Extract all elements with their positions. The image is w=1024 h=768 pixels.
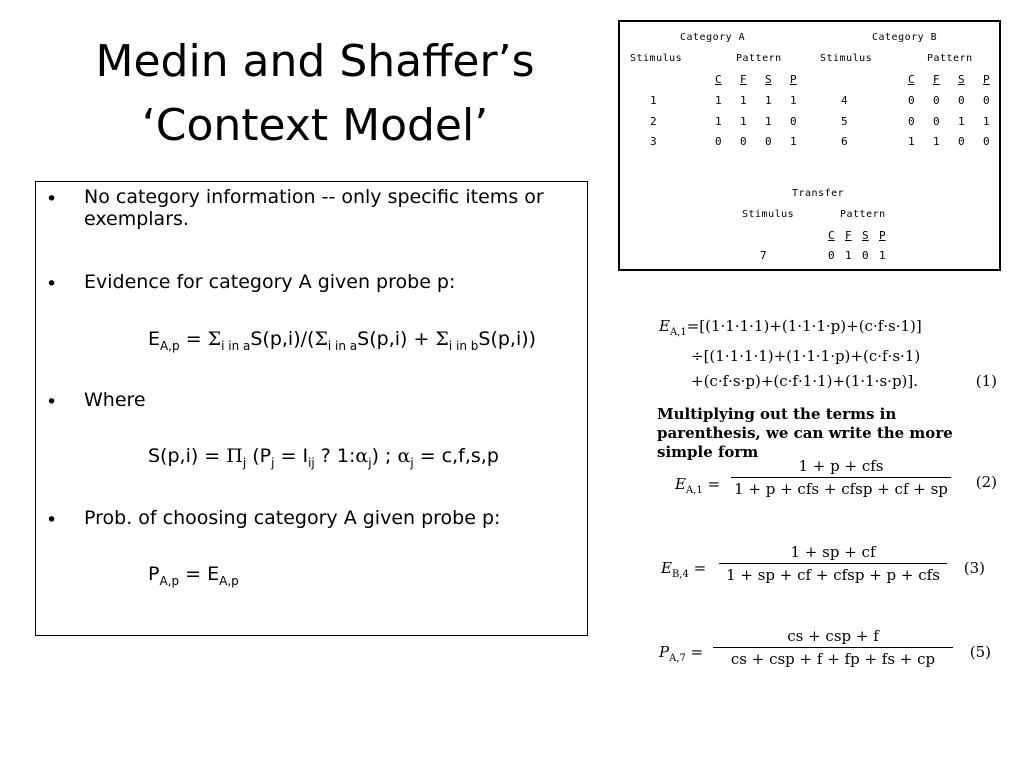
formula-sub: j — [410, 455, 414, 470]
alpha-symbol: α — [355, 445, 369, 467]
stimulus-header-transfer: Stimulus — [742, 209, 795, 220]
stimulus-cell: 6 — [841, 135, 848, 148]
pattern-cell: 1 — [740, 115, 747, 128]
formula-probability — [148, 563, 239, 592]
formula-text: P — [148, 563, 160, 585]
pattern-cell: 1 — [715, 115, 722, 128]
pattern-cell: 0 — [983, 135, 990, 148]
col-p-t: P — [879, 229, 886, 242]
pattern-cell: 1 — [715, 94, 722, 107]
sigma-symbol: Σ — [207, 328, 222, 350]
formula-text: S(p,i) + — [357, 328, 436, 350]
eq-sub: A,1 — [685, 485, 703, 496]
formula-similarity — [148, 445, 499, 474]
alpha-symbol: α — [397, 445, 411, 467]
equation-1-line-3: +(c·f·s·p)+(c·f·1·1)+(1·1·s·p)]. — [691, 372, 919, 390]
formula-text: S(p,i) = — [148, 445, 227, 467]
bullet-marker: • — [46, 509, 58, 531]
equation-3-numerator: 1 + sp + cf — [719, 543, 947, 564]
pattern-cell: 1 — [790, 135, 797, 148]
category-a-heading: Category A — [680, 32, 746, 43]
formula-text: E — [148, 328, 161, 350]
formula-sub: j — [242, 455, 247, 470]
formula-evidence — [148, 328, 536, 357]
stimulus-cell: 3 — [650, 135, 657, 148]
formula-sub: i in b — [448, 338, 479, 353]
pattern-cell: 1 — [879, 249, 886, 262]
eq-sub: A,1 — [669, 327, 687, 338]
formula-sub: i in a — [327, 338, 358, 353]
bullet-probability: Prob. of choosing category A given probe p: — [84, 507, 501, 529]
pattern-cell: 0 — [908, 115, 915, 128]
pattern-cell: 0 — [958, 94, 965, 107]
explanatory-note: Multiplying out the terms in parenthesis, we can write the more simple form — [657, 405, 953, 461]
pattern-cell: 0 — [740, 135, 747, 148]
equation-2-fraction — [731, 457, 951, 498]
pattern-cell: 1 — [765, 115, 772, 128]
col-c-t: C — [828, 229, 835, 242]
col-f-a: F — [740, 73, 747, 86]
col-c-b: C — [908, 73, 915, 86]
bullet-evidence: Evidence for category A given probe p: — [84, 271, 456, 293]
col-f-b: F — [933, 73, 940, 86]
formula-text: = — [179, 328, 208, 350]
bullet-marker: • — [46, 188, 58, 210]
pattern-cell: 0 — [828, 249, 835, 262]
slide-title — [20, 30, 610, 158]
formula-text: ? 1: — [314, 445, 356, 467]
pi-symbol: Π — [226, 445, 243, 467]
pattern-cell: 1 — [845, 249, 852, 262]
stimulus-cell: 7 — [760, 249, 767, 262]
formula-text: = c,f,s,p — [413, 445, 499, 467]
pattern-header-transfer: Pattern — [840, 209, 886, 220]
stimulus-header-b: Stimulus — [820, 53, 873, 64]
stimulus-header-a: Stimulus — [630, 53, 683, 64]
sigma-symbol: Σ — [435, 328, 449, 350]
formula-sub: j — [271, 455, 275, 470]
pattern-cell: 1 — [933, 135, 940, 148]
eq-symbol: E — [659, 317, 670, 335]
eq-symbol: P — [659, 643, 670, 661]
stimulus-cell: 5 — [841, 115, 848, 128]
equation-3-fraction — [719, 543, 947, 584]
equation-3-denominator: 1 + sp + cf + cfsp + p + cfs — [726, 566, 940, 584]
equation-2-label: (2) — [975, 473, 997, 491]
equation-5-denominator: cs + csp + f + fp + fs + cp — [730, 650, 936, 668]
formula-sub: j — [368, 455, 372, 470]
equation-2-lhs: $E_{A,1}$ = — [675, 475, 721, 496]
pattern-cell: 1 — [908, 135, 915, 148]
bullet-marker: • — [46, 391, 58, 413]
pattern-cell: 0 — [933, 94, 940, 107]
formula-sub: A,p — [159, 573, 180, 588]
formula-text: = I — [274, 445, 309, 467]
formula-text: S(p,i)/( — [250, 328, 315, 350]
pattern-cell: 1 — [740, 94, 747, 107]
equation-5-fraction — [713, 627, 953, 668]
pattern-cell: 0 — [908, 94, 915, 107]
pattern-header-b: Pattern — [927, 53, 973, 64]
pattern-cell: 1 — [958, 115, 965, 128]
stimulus-cell: 4 — [841, 94, 848, 107]
equation-3-label: (3) — [963, 559, 985, 577]
pattern-cell: 0 — [765, 135, 772, 148]
stimulus-table-figure — [618, 20, 1001, 271]
equation-5-label: (5) — [969, 643, 991, 661]
pattern-cell: 0 — [715, 135, 722, 148]
formula-text: (P — [246, 445, 272, 467]
pattern-cell: 1 — [765, 94, 772, 107]
pattern-cell: 0 — [958, 135, 965, 148]
formula-sub: A,p — [219, 573, 239, 588]
bullet-where: Where — [84, 389, 146, 411]
pattern-cell: 1 — [790, 94, 797, 107]
equation-1-label: (1) — [975, 372, 997, 390]
stimulus-cell: 1 — [650, 94, 657, 107]
eq-symbol: E — [661, 559, 672, 577]
transfer-heading: Transfer — [792, 188, 845, 199]
pattern-header-a: Pattern — [736, 53, 782, 64]
formula-text: S(p,i)) — [478, 328, 537, 350]
equation-1-line-2: ÷[(1·1·1·1)+(1·1·1·p)+(c·f·s·1) — [691, 347, 921, 365]
eq-symbol: E — [675, 475, 686, 493]
pattern-cell: 0 — [790, 115, 797, 128]
eq-sub: B,4 — [671, 569, 689, 580]
category-b-heading: Category B — [872, 32, 938, 43]
bullet-marker: • — [46, 273, 58, 295]
stimulus-cell: 2 — [650, 115, 657, 128]
sigma-symbol: Σ — [314, 328, 328, 350]
col-s-t: S — [862, 229, 869, 242]
eq-sub: A,7 — [669, 653, 686, 664]
col-c-a: C — [715, 73, 722, 86]
col-s-a: S — [765, 73, 772, 86]
equation-2-numerator: 1 + p + cfs — [731, 457, 951, 478]
formula-text: ) ; — [371, 445, 398, 467]
pattern-cell: 0 — [983, 94, 990, 107]
pattern-cell: 0 — [862, 249, 869, 262]
formula-sub: ij — [308, 455, 315, 470]
bullet-no-category: No category information -- only specific items or exemplars. — [84, 186, 544, 230]
equation-3-lhs: $E_{B,4}$ = — [661, 559, 707, 580]
equation-5-lhs: $P_{A,7}$ = — [659, 643, 704, 664]
formula-text: = E — [179, 563, 220, 585]
formula-sub: A,p — [160, 338, 180, 353]
formula-sub: i in a — [221, 338, 251, 353]
col-p-a: P — [790, 73, 797, 86]
pattern-cell: 0 — [933, 115, 940, 128]
pattern-cell: 1 — [983, 115, 990, 128]
title-line-2: ‘Context Model’ — [141, 100, 489, 151]
equation-1-line-1 — [659, 317, 922, 338]
col-p-b: P — [983, 73, 990, 86]
bullet-box — [35, 181, 588, 636]
title-line-1: Medin and Shaffer’s — [95, 36, 535, 87]
equation-5-numerator: cs + csp + f — [713, 627, 953, 648]
col-s-b: S — [958, 73, 965, 86]
eq-text: =[(1·1·1·1)+(1·1·1·p)+(c·f·s·1)] — [686, 317, 922, 335]
col-f-t: F — [845, 229, 852, 242]
equation-2-denominator: 1 + p + cfs + cfsp + cf + sp — [734, 480, 948, 498]
